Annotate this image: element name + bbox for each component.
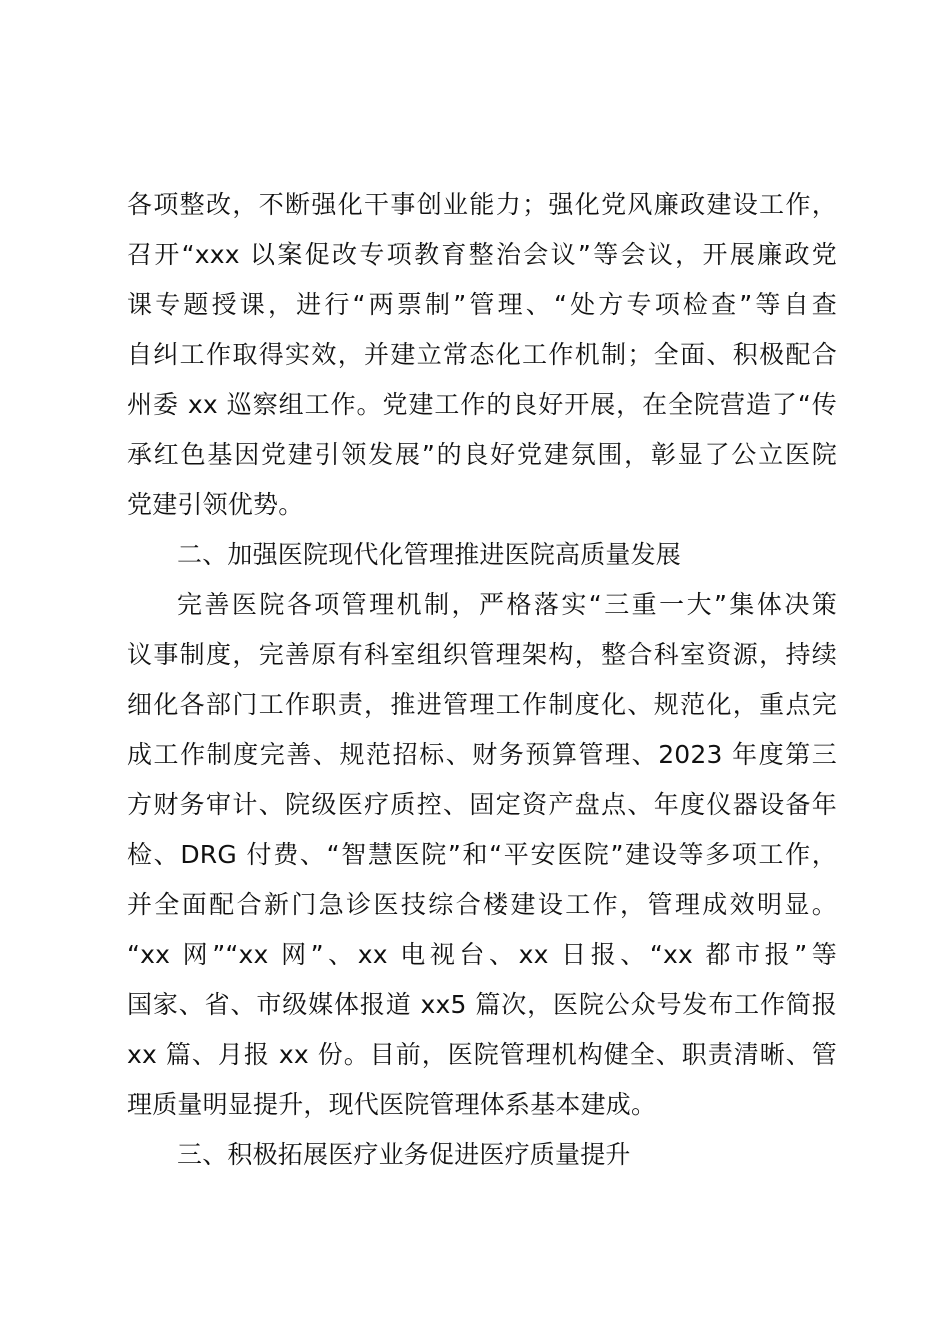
paragraph-2-line-2: 议事制度，完善原有科室组织管理架构，整合科室资源，持续 [127, 640, 837, 669]
section-heading-2: 二、加强医院现代化管理推进医院高质量发展 [177, 540, 682, 569]
paragraph-2-line-1: 完善医院各项管理机制，严格落实“三重一大”集体决策 [177, 590, 837, 619]
paragraph-1-line-3: 课专题授课，进行“两票制”管理、“处方专项检查”等自查 [127, 290, 837, 319]
paragraph-2-line-9: 国家、省、市级媒体报道 xx5 篇次，医院公众号发布工作简报 [127, 990, 837, 1019]
paragraph-2-line-4: 成工作制度完善、规范招标、财务预算管理、2023 年度第三 [127, 740, 837, 769]
paragraph-2-line-5: 方财务审计、院级医疗质控、固定资产盘点、年度仪器设备年 [127, 790, 837, 819]
paragraph-1-line-6: 承红色基因党建引领发展”的良好党建氛围，彰显了公立医院 [127, 440, 837, 469]
paragraph-2-line-8: “xx 网”“xx 网”、xx 电视台、xx 日报、“xx 都市报”等 [127, 940, 837, 969]
paragraph-2-line-6: 检、DRG 付费、“智慧医院”和“平安医院”建设等多项工作， [127, 840, 837, 869]
paragraph-1-line-4: 自纠工作取得实效，并建立常态化工作机制；全面、积极配合 [127, 340, 837, 369]
paragraph-2-line-10: xx 篇、月报 xx 份。目前，医院管理机构健全、职责清晰、管 [127, 1040, 837, 1069]
paragraph-2-line-11: 理质量明显提升，现代医院管理体系基本建成。 [127, 1090, 657, 1119]
paragraph-1-line-1: 各项整改，不断强化干事创业能力；强化党风廉政建设工作， [127, 190, 837, 219]
paragraph-1-line-5: 州委 xx 巡察组工作。党建工作的良好开展，在全院营造了“传 [127, 390, 837, 419]
paragraph-1-line-7: 党建引领优势。 [127, 490, 304, 519]
paragraph-1-line-2: 召开“xxx 以案促改专项教育整治会议”等会议，开展廉政党 [127, 240, 837, 269]
section-heading-3: 三、积极拓展医疗业务促进医疗质量提升 [177, 1140, 631, 1169]
paragraph-2-line-3: 细化各部门工作职责，推进管理工作制度化、规范化，重点完 [127, 690, 837, 719]
paragraph-2-line-7: 并全面配合新门急诊医技综合楼建设工作，管理成效明显。 [127, 890, 837, 919]
